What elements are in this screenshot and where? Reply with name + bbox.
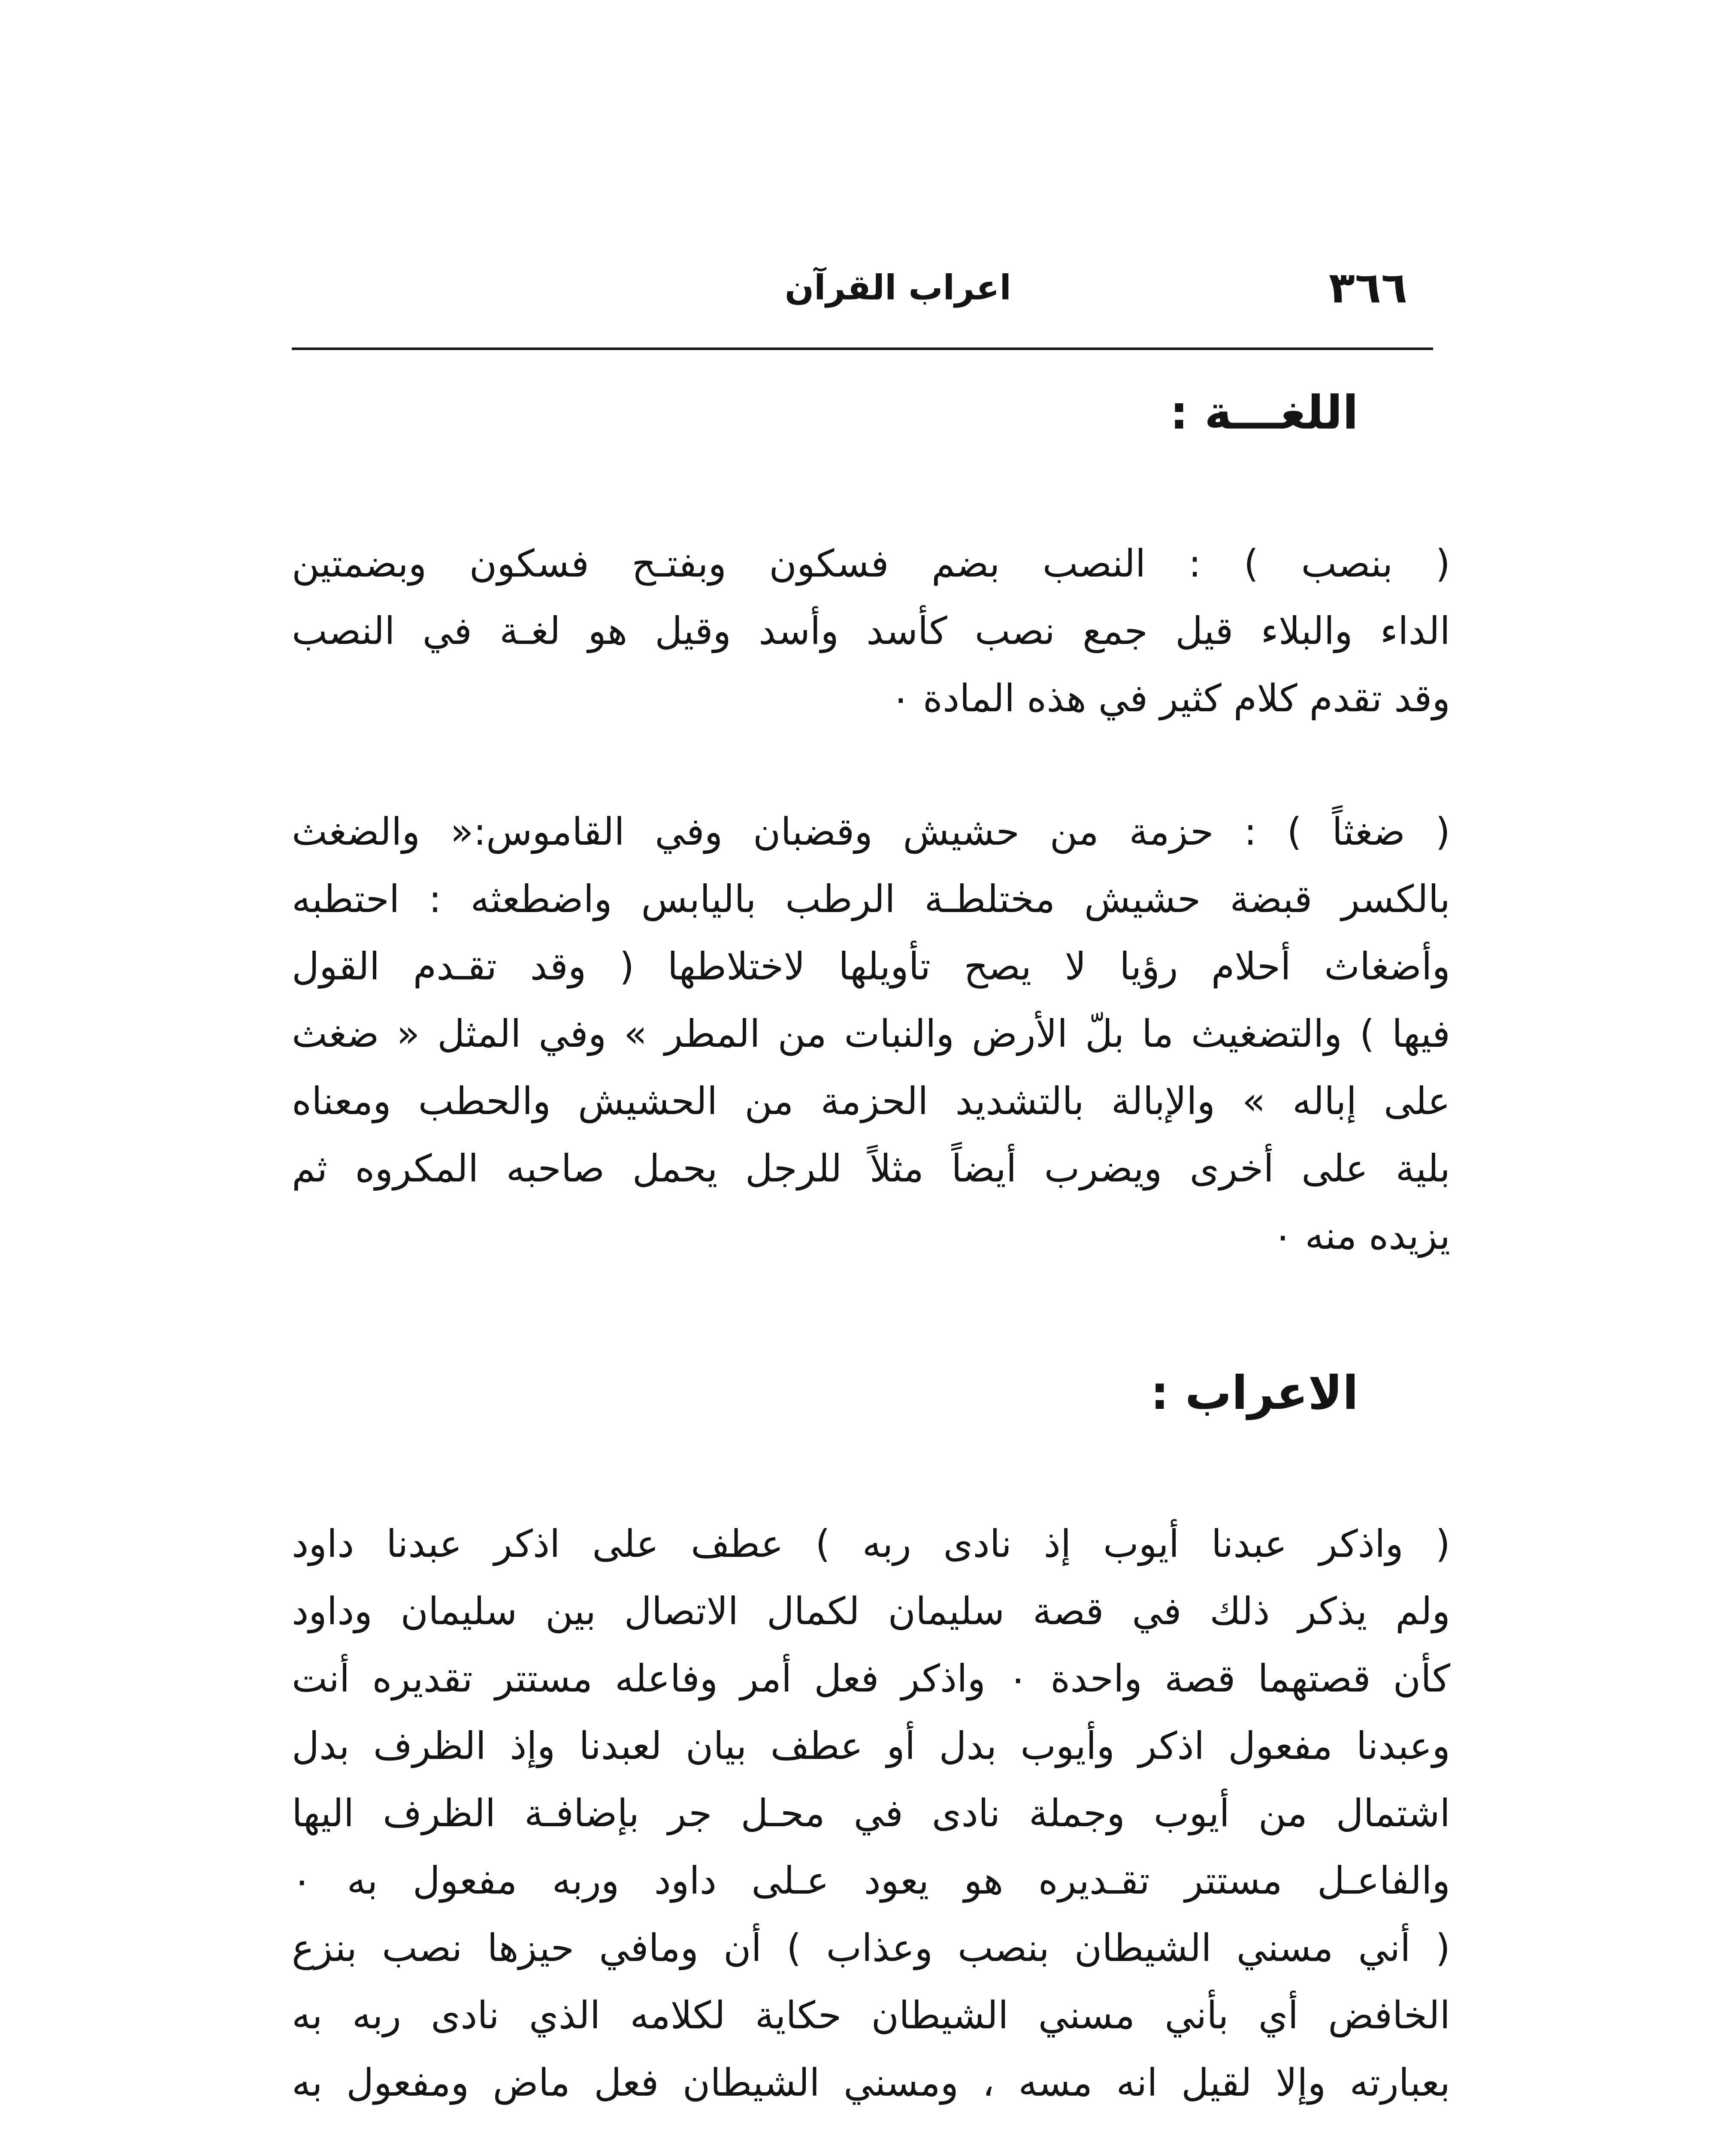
text-line: وأضغاث أحلام رؤيا لا يصح تأويلها لاختلاطها ( وقد تقـدم القول (292, 944, 1450, 988)
irab-paragraph-1 (292, 1510, 1450, 2116)
text-line: وعبدنا مفعول اذكر وأيوب بدل أو عطف بيان لعبدنا وإذ الظرف بدل (292, 1724, 1450, 1768)
text-line: بعبارته وإلا لقيل انه مسه ، ومسني الشيطان فعل ماض ومفعول به (292, 2060, 1450, 2105)
text-line: ( واذكر عبدنا أيوب إذ نادى ربه ) عطف على اذكر عبدنا داود (292, 1522, 1450, 1566)
text-line: ( ضغثاً ) : حزمة من حشيش وقضبان وفي القاموس:« والضغث (292, 810, 1450, 854)
text-line: كأن قصتهما قصة واحدة ٠ واذكر فعل أمر وفاعله مستتر تقديره أنت (292, 1656, 1450, 1701)
header-rule (292, 347, 1433, 350)
text-line: بلية على أخرى ويضرب أيضاً مثلاً للرجل يحمل صاحبه المكروه ثم (292, 1146, 1450, 1190)
text-line: الداء والبلاء قيل جمع نصب كأسد وأسد وقيل هو لغـة في النصب (292, 609, 1450, 653)
text-line: والفاعـل مستتر تقـديره هو يعود عـلى داود وربه مفعول به ٠ (292, 1858, 1450, 1903)
language-paragraph-2 (292, 798, 1450, 1269)
text-line: على إباله » والإبالة بالتشديد الحزمة من الحشيش والحطب ومعناه (292, 1079, 1450, 1123)
page-number: ٣٦٦ (1328, 262, 1407, 313)
text-line: وقد تقدم كلام كثير في هذه المادة ٠ (890, 676, 1450, 720)
language-paragraph-1 (292, 530, 1450, 732)
text-line: ولم يذكر ذلك في قصة سليمان لكمال الاتصال بين سليمان وداود (292, 1589, 1450, 1633)
text-line: اشتمال من أيوب وجملة نادى في محـل جر بإضافـة الظرف اليها (292, 1791, 1450, 1835)
text-line: بالكسر قبضة حشيش مختلطـة الرطب باليابس واضطعثه : احتطبه (292, 877, 1450, 921)
text-line: ( أني مسني الشيطان بنصب وعذاب ) أن ومافي حيزها نصب بنزع (292, 1926, 1450, 1970)
book-title: اعراب القرآن (784, 267, 1011, 308)
text-line: الخافض أي بأني مسني الشيطان حكاية لكلامه الذي نادى ربه به (292, 1993, 1450, 2037)
irab-heading: الاعراب : (1150, 1366, 1358, 1420)
language-heading: اللغـــة : (1170, 386, 1358, 440)
running-header (292, 253, 1433, 322)
text-line: فيها ) والتضغيث ما بلّ الأرض والنبات من المطر » وفي المثل « ضغث (292, 1012, 1450, 1056)
text-line: يزيده منه ٠ (1273, 1214, 1450, 1258)
text-line: ( بنصب ) : النصب بضم فسكون وبفتـح فسكون وبضمتين (292, 541, 1450, 586)
